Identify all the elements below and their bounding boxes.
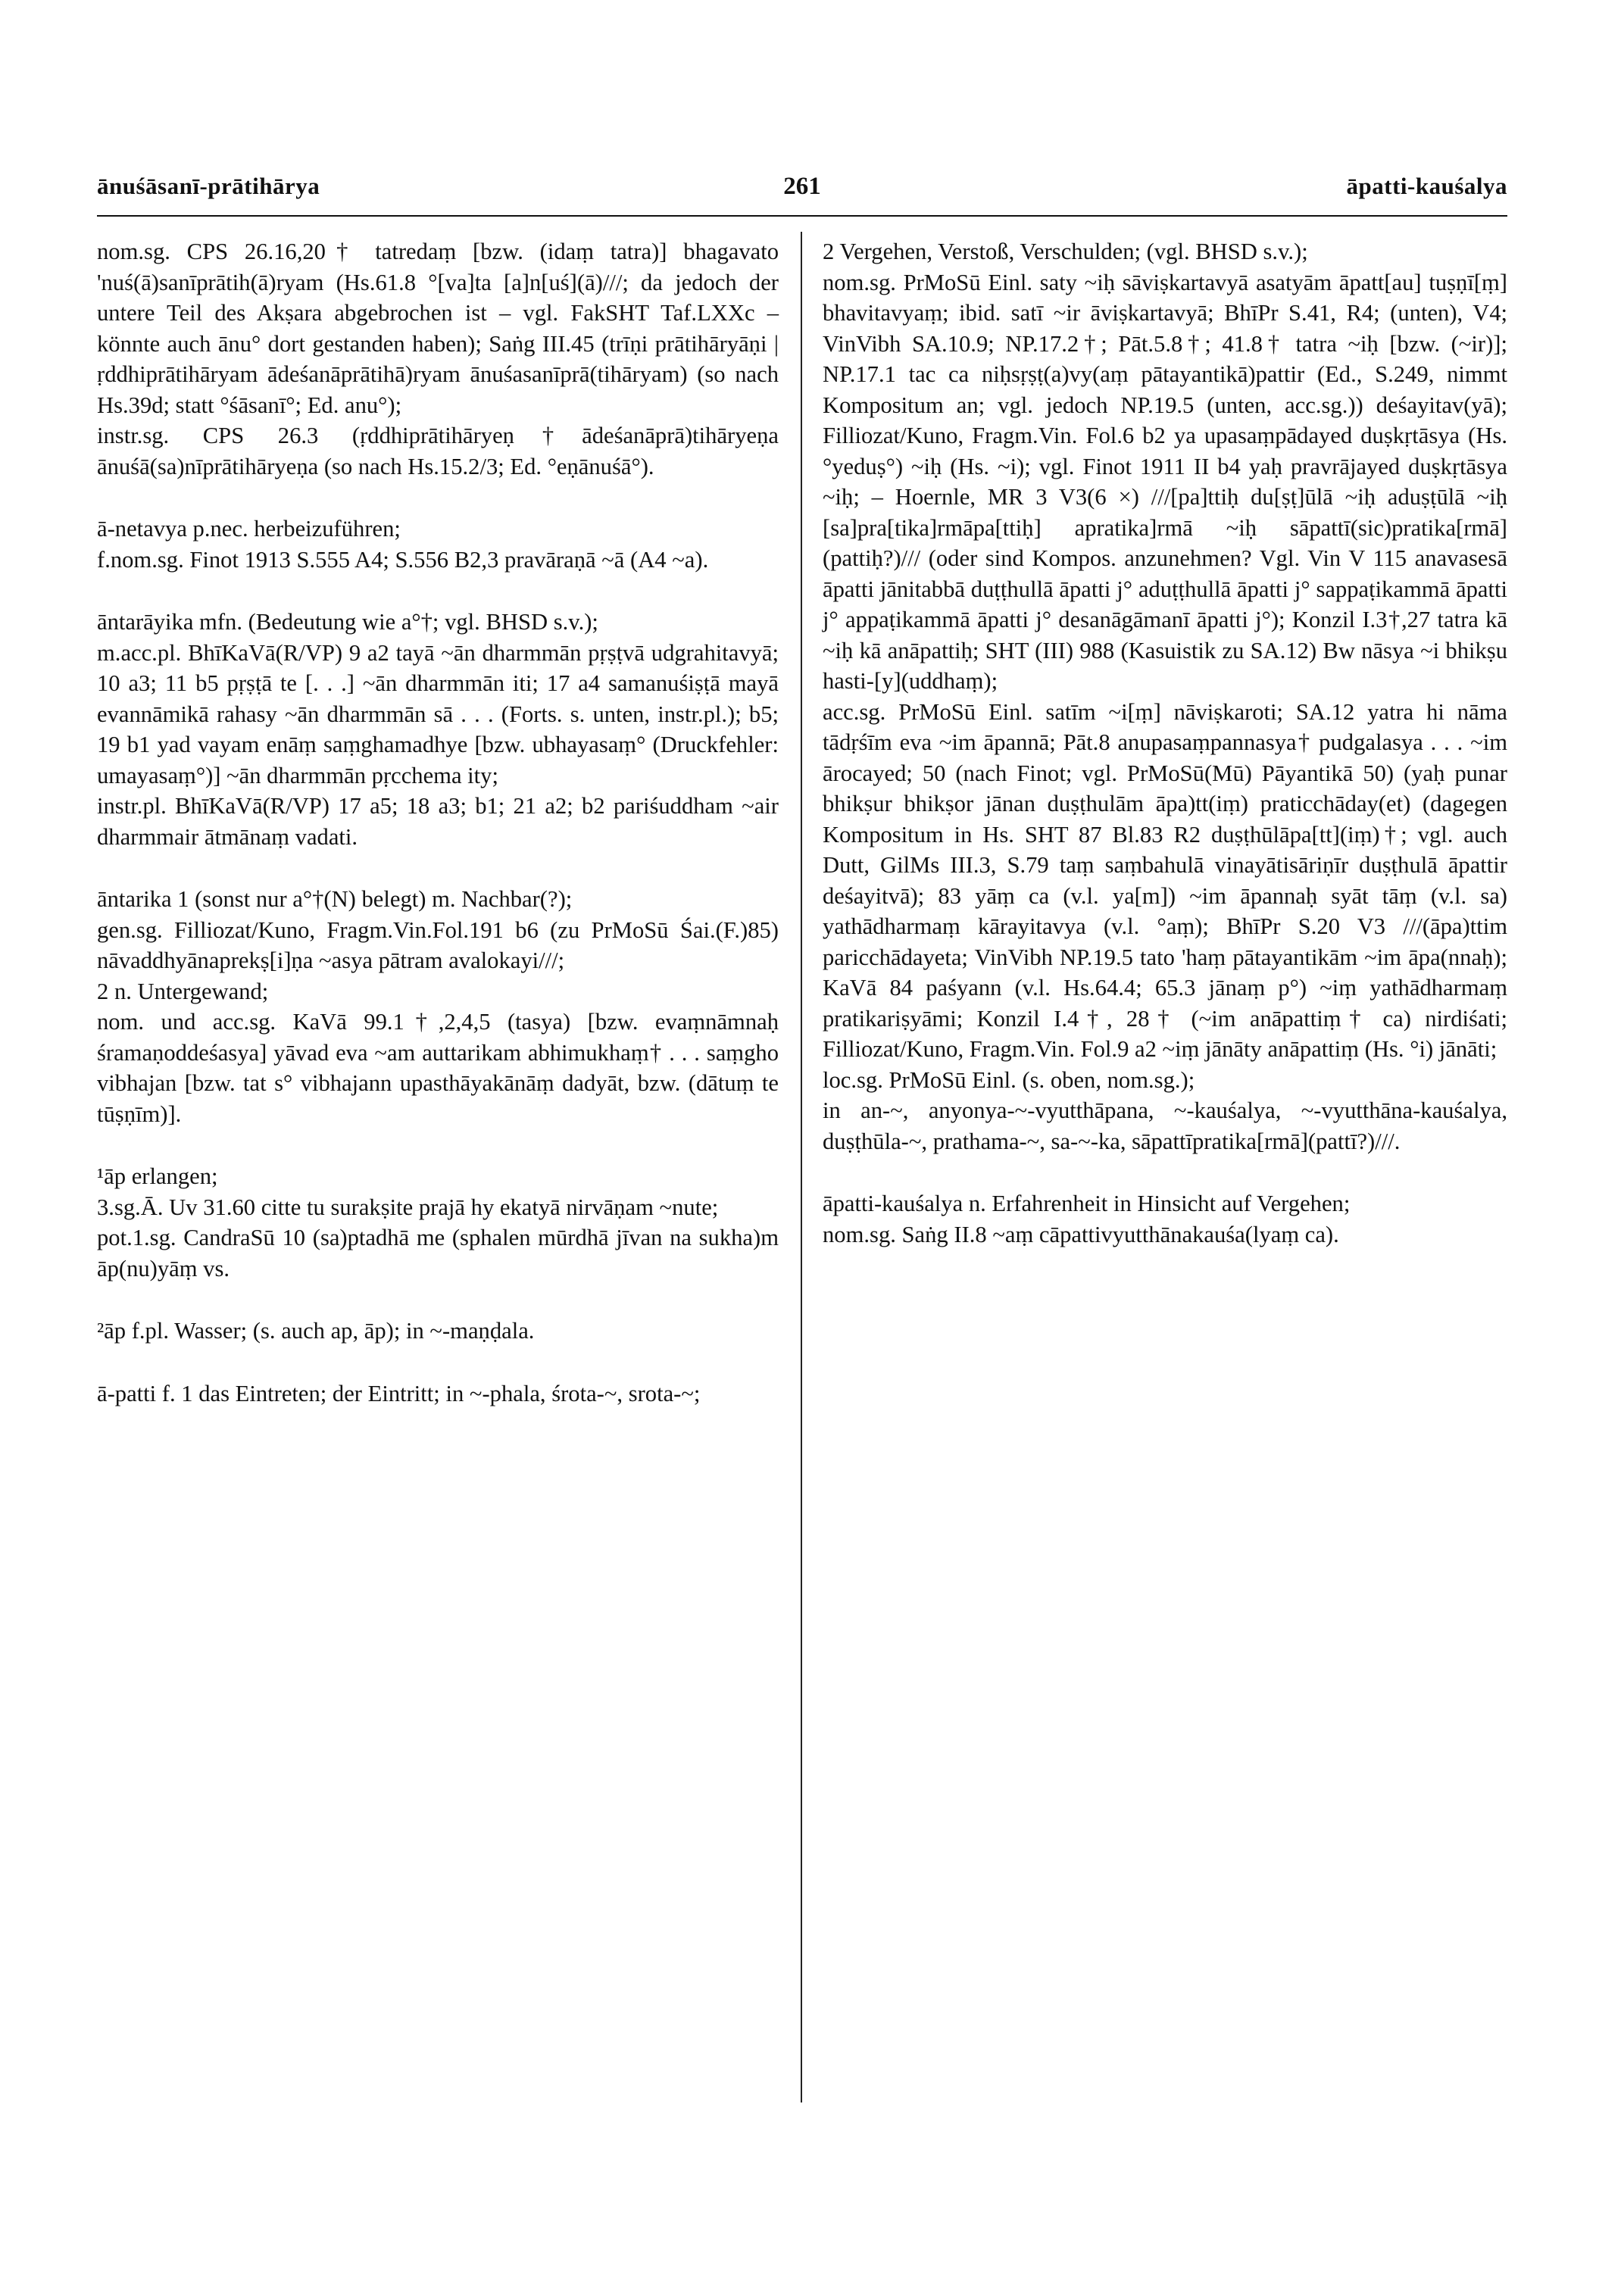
entry-headline: ā-netavya p.nec. herbeizuführen; (97, 516, 401, 542)
entry-headline: āntarika 1 (sonst nur a°†(N) belegt) m. Nachbar(?); (97, 886, 573, 912)
entry-a-patti-cont (823, 236, 1507, 1157)
entry-headline: ā-patti f. 1 das Eintreten; der Eintritt; in ~-phala, śrota-~, srota-~; (97, 1380, 701, 1406)
entry-ap-2 (97, 1316, 779, 1347)
entry-paragraph: 2 n. Untergewand; (97, 978, 269, 1004)
entry-paragraph: pot.1.sg. CandraSū 10 (sa)ptadhā me (sphalen mūrdhā jīvan na sukha)m āp(nu)yāṃ vs. (97, 1225, 779, 1281)
entry-headline: āpatti-kauśalya n. Erfahrenheit in Hinsicht auf Vergehen; (823, 1191, 1351, 1216)
entry-paragraph: gen.sg. Filliozat/Kuno, Fragm.Vin.Fol.191 b6 (zu PrMoSū Śai.(F.)85) nāvaddhyānaprekṣ[i]ṇa ~asya pātram avalokayi///; (97, 916, 779, 973)
entry-paragraph: nom.sg. CPS 26.16,20† tatredaṃ [bzw. (idaṃ tatra)] bhagavato 'nuś(ā)sanīprātih(ā)ryam (Hs.61.8 °[va]ta [a]n[uś](ā)///; da jedoch der untere Teil des Akṣara abgebrochen ist – vgl. FakSHT Taf.LXXc – könnte auch ānu° dort gestanden haben); Saṅg III.45 (trīṇi prātihāryāṇi | ṛddhiprātihāryam ādeśanāprātihā)ryam ānuśasanīprā(tihāryam) (so nach Hs.39d; statt °śāsanī°; Ed. anu°); (97, 239, 779, 418)
entry-paragraph: nom.sg. PrMoSū Einl. saty ~iḥ sāviṣkartavyā asatyām āpatt[au] tuṣṇī[ṃ] bhavitavyaṃ; ibid. satī ~ir āviṣkartavyā; BhīPr S.41, R4; (unten), V4; VinVibh SA.10.9; NP.17.2†; Pāt.5.8†; 41.8† tatra ~iḥ [bzw. (~ir)]; NP.17.1 tac ca niḥsṛṣṭ(a)vy(aṃ pātayantikā)pattir (Ed., S.249, nimmt Kompositum an; vgl. jedoch NP.19.5 (unten, acc.sg.)) deśayitav(yā); Filliozat/Kuno, Fragm.Vin. Fol.6 b2 ya upasaṃpādayed duṣkṛtāsya (Hs. °yeduṣ°) ~iḥ (Hs. ~i); vgl. Finot 1911 II b4 yaḥ pravrājayed duṣkṛtāsya ~iḥ; – Hoernle, MR 3 V3(6 ×) ///[pa]ttiḥ du[ṣṭ]ūlā ~iḥ aduṣṭūlā ~iḥ [sa]pra[tika]rmāpa[ttiḥ] apratika]rmā ~iḥ sāpattī(sic)pratika[rmā](pattiḥ?)/// (oder sind Kompos. anzunehmen? Vgl. Vin V 115 anavasesā āpatti jānitabbā duṭṭhullā āpatti j° aduṭṭhullā āpatti j° sappaṭikammā āpatti j° appaṭikammā āpatti j° desanāgāmanī āpatti j°); Konzil I.3†,27 tatra kā ~iḥ kā anāpattiḥ; SHT (III) 988 (Kasuistik zu SA.12) Bw nāsya ~i bhikṣu hasti-[y](uddhaṃ); (823, 269, 1507, 694)
header-rule (97, 215, 1507, 217)
entry-paragraph: in an-~, anyonya-~-vyutthāpana, ~-kauśalya, ~-vyutthāna-kauśalya, duṣṭhūla-~, prathama-~, sa-~-ka, sāpattīpratika[rmā](pattī?)///. (823, 1097, 1507, 1154)
column-divider (801, 232, 802, 2102)
right-column (823, 236, 1507, 1281)
left-column (97, 236, 779, 1441)
running-head-right: āpatti-kauśalya (1346, 173, 1507, 199)
running-head-left: ānuśāsanī-prātihārya (97, 173, 320, 199)
entry-paragraph: 2 Vergehen, Verstoß, Verschulden; (vgl. BHSD s.v.); (823, 239, 1308, 264)
entry-headline: ²āp f.pl. Wasser; (s. auch ap, āp); in ~-maṇḍala. (97, 1318, 535, 1344)
entry-a-netavya (97, 514, 779, 575)
entry-headline: āntarāyika mfn. (Bedeutung wie a°†; vgl. BHSD s.v.); (97, 609, 598, 635)
entry-paragraph: f.nom.sg. Finot 1913 S.555 A4; S.556 B2,3 pravāraṇā ~ā (A4 ~a). (97, 546, 709, 573)
entry-paragraph: acc.sg. PrMoSū Einl. satīm ~i[ṃ] nāviṣkaroti; SA.12 yatra hi nāma tādṛśīm eva ~im āpannā; Pāt.8 anupasaṃpannasya† pudgalasya . . . ~im ārocayed; 50 (nach Finot; vgl. PrMoSū(Mū) Pāyantikā 50) (yaḥ punar bhikṣur bhikṣor jānan duṣṭhulām āpa)tt(iṃ) praticchāday(et) (dagegen Kompositum in Hs. SHT 87 Bl.83 R2 duṣṭhūlāpa[tt](iṃ)†; vgl. auch Dutt, GilMs III.3, S.79 taṃ saṃbahulā vinayātisāriṇīr duṣṭhulā āpattir deśayitvā); 83 yāṃ ca (v.l. ya[m]) ~im āpannaḥ syāt tāṃ (v.l. sa) yathādharmaṃ kārayitavya (v.l. °aṃ); BhīPr S.20 V3 ///(āpa)ttim paricchādayeta; VinVibh NP.19.5 tato 'haṃ pātayantikām ~im āpa(nnaḥ); KaVā 84 paśyann (v.l. Hs.64.4; 65.3 jānaṃ p°) ~iṃ yathādharmaṃ pratikariṣyāmi; Konzil I.4†, 28† (~im anāpattiṃ† ca) nirdiśati; Filliozat/Kuno, Fragm.Vin. Fol.9 a2 ~iṃ jānāty anāpattiṃ (Hs. °i) jānāti; (823, 698, 1507, 1062)
entry-headline: ¹āp erlangen; (97, 1163, 218, 1189)
entry-paragraph: instr.sg. CPS 26.3 (ṛddhiprātihāryeṇ†ādeśanāprā)tihāryeṇa ānuśā(sa)nīprātihāryeṇa (so nach Hs.15.2/3; Ed. °eṇānuśā°). (97, 423, 779, 479)
page-header (97, 173, 1507, 218)
entry-a-patti (97, 1378, 779, 1409)
page-number: 261 (783, 173, 821, 200)
entry-ap-1 (97, 1161, 779, 1284)
entry-paragraph: nom.sg. Saṅg II.8 ~aṃ cāpattivyutthānakauśa(lyaṃ ca). (823, 1221, 1339, 1247)
entry-paragraph: nom. und acc.sg. KaVā 99.1†,2,4,5 (tasya) [bzw. evaṃnāmnaḥ śramaṇoddeśasya] yāvad eva ~am auttarikam abhimukhaṃ† . . . saṃgho vibhajan [bzw. tat s° vibhajann upasthāyakānāṃ dadyāt, bzw. (dātuṃ te tūṣṇīm)]. (97, 1009, 779, 1127)
entry-antarayika (97, 607, 779, 852)
entry-anusasani-pratiharya-cont (97, 236, 779, 482)
entry-antarika (97, 884, 779, 1129)
entry-apatti-kausalya (823, 1188, 1507, 1250)
entry-paragraph: loc.sg. PrMoSū Einl. (s. oben, nom.sg.); (823, 1066, 1195, 1093)
entry-paragraph: instr.pl. BhīKaVā(R/VP) 17 a5; 18 a3; b1; 21 a2; b2 pariśuddham ~air dharmmair ātmānaṃ vadati. (97, 793, 779, 850)
entry-paragraph: m.acc.pl. BhīKaVā(R/VP) 9 a2 tayā ~ān dharmmān pṛṣṭvā udgrahitavyā; 10 a3; 11 b5 pṛṣṭā te [. . .] ~ān dharmmān iti; 17 a4 samanuśiṣṭā mayā evannāmikā rahasy ~ān dharmmān sā . . . (Forts. s. unten, instr.pl.); b5; 19 b1 yad vayam enāṃ saṃghamadhye [bzw. ubhayasaṃ° (Druckfehler: umayasaṃ°)] ~ān dharmmān pṛcchema ity; (97, 639, 779, 788)
entry-paragraph: 3.sg.Ā. Uv 31.60 citte tu surakṣite prajā hy ekatyā nirvāṇam ~nute; (97, 1194, 719, 1220)
